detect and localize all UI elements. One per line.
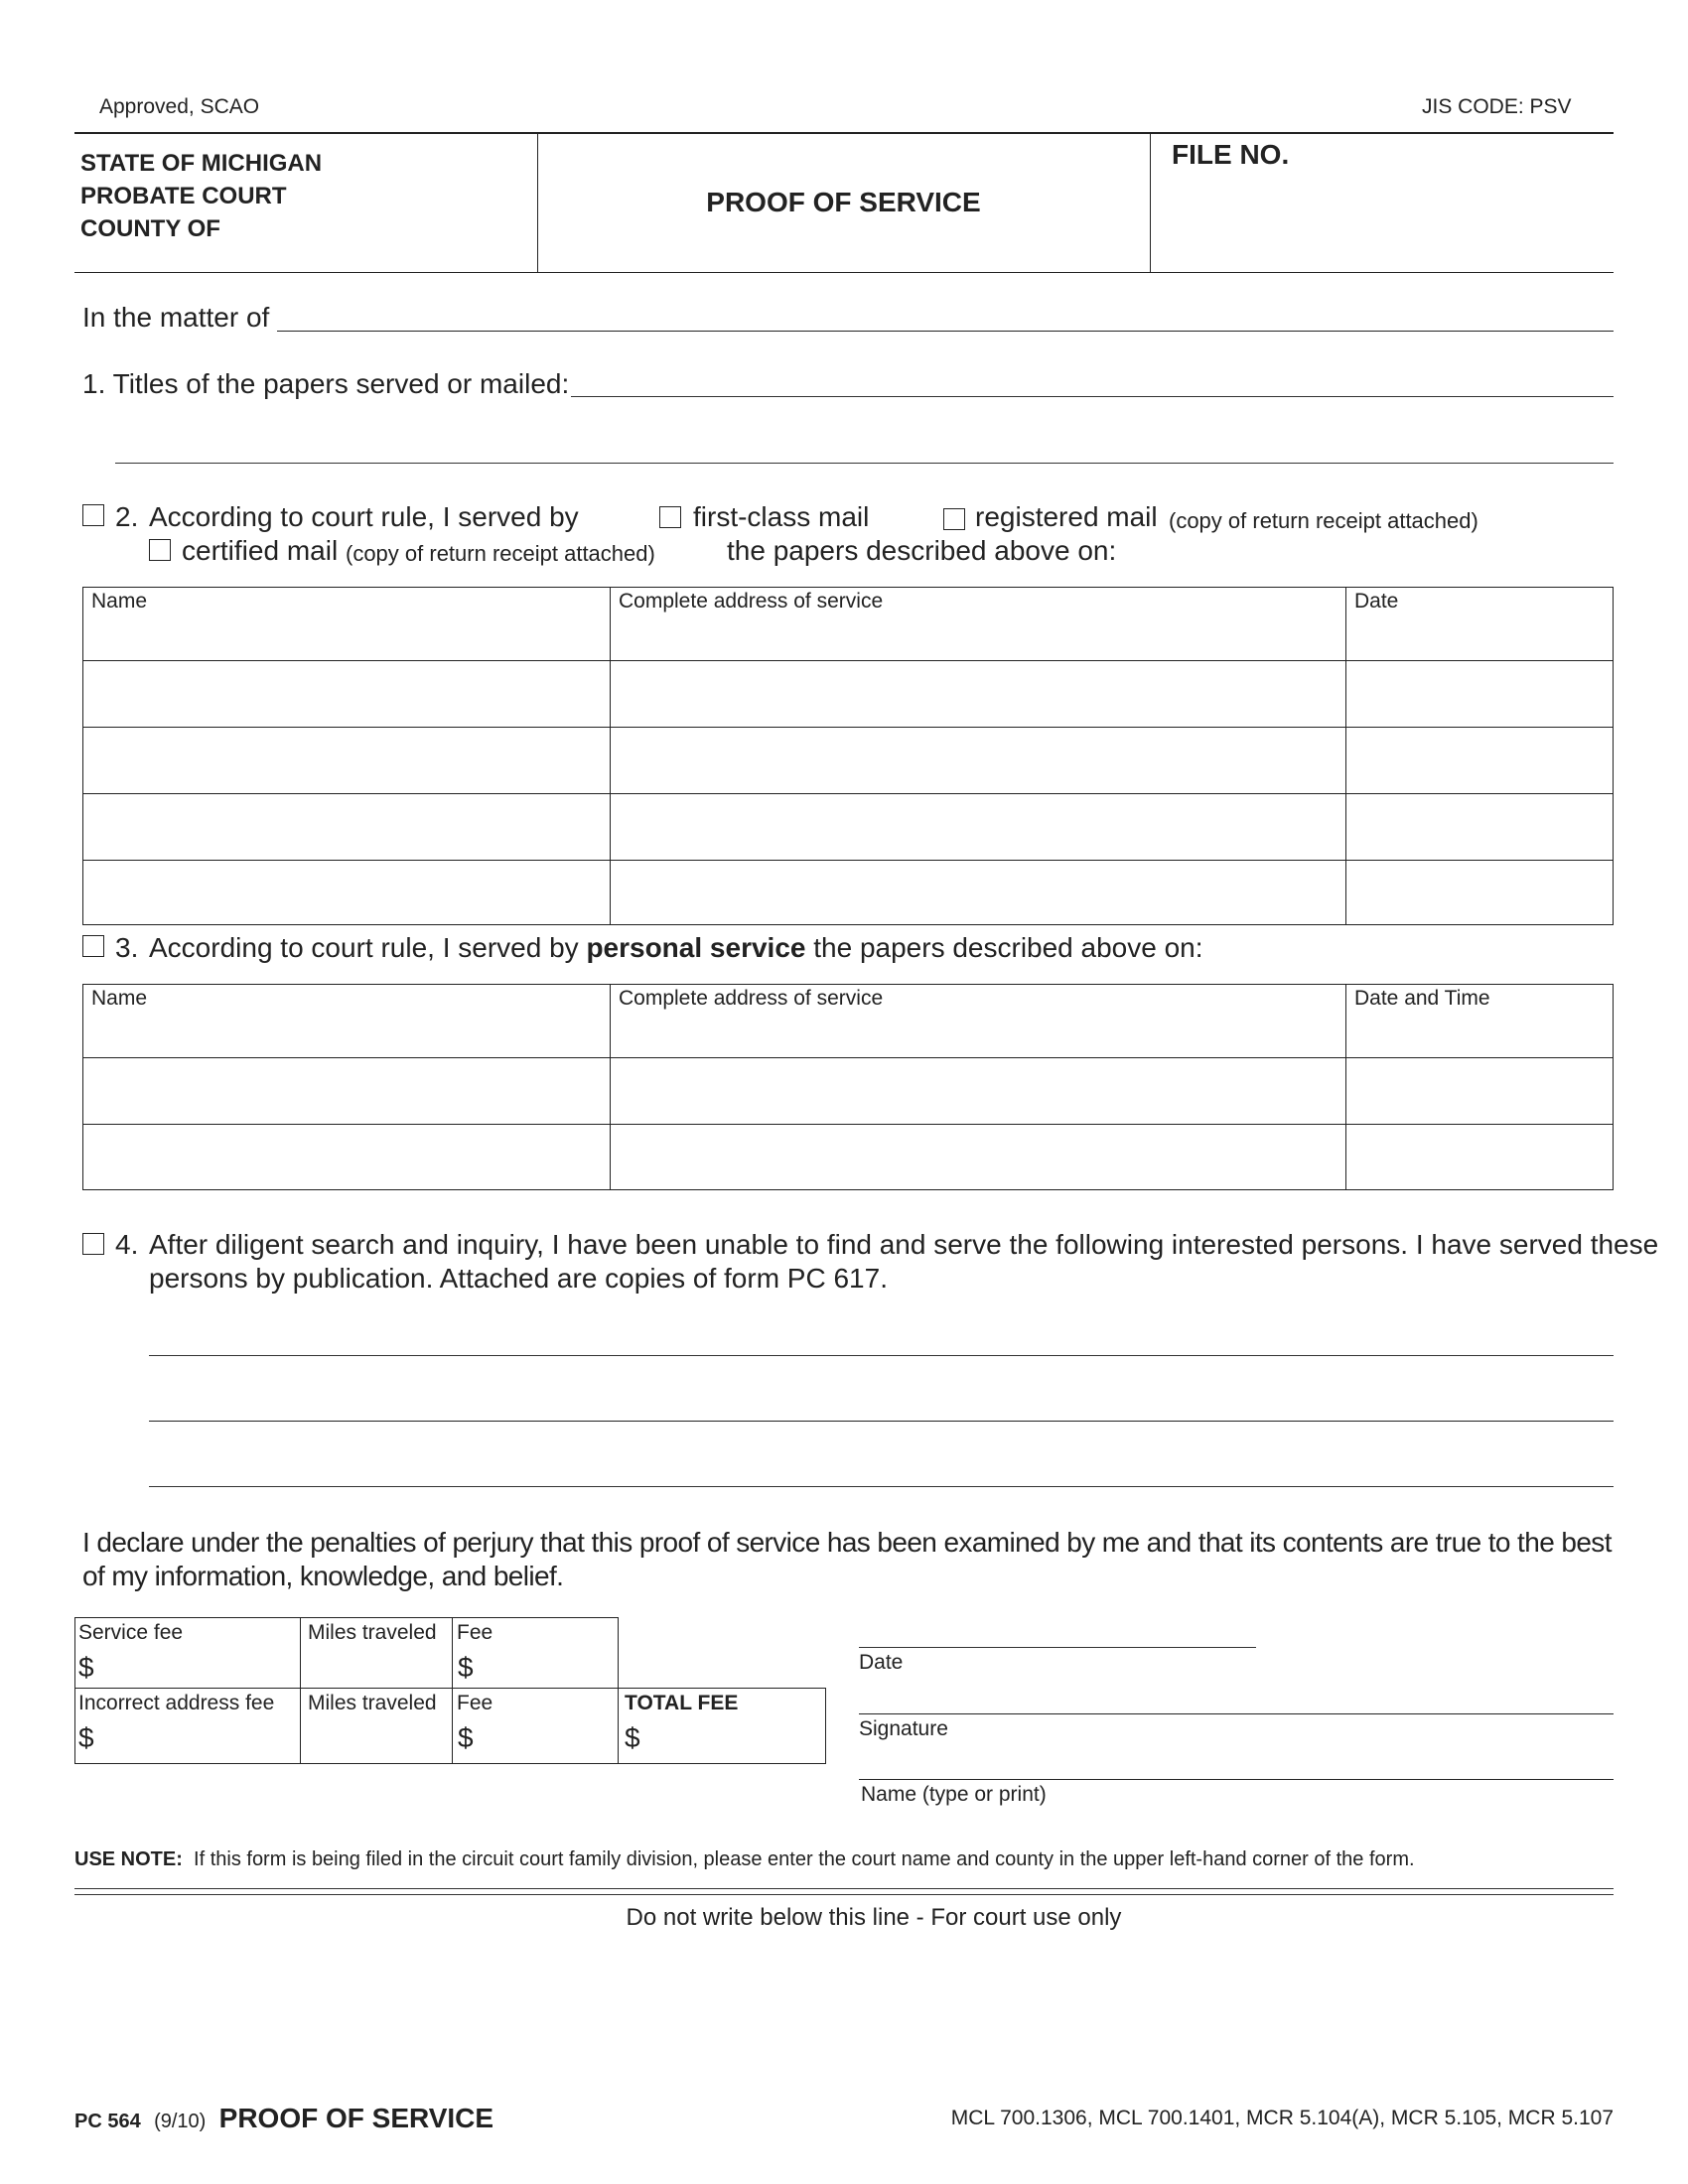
court-block: [80, 147, 322, 245]
name-label: Name (type or print): [861, 1783, 1047, 1806]
table-row: [83, 1058, 1614, 1125]
item4-text-line2: persons by publication. Attached are copies of form PC 617.: [149, 1263, 888, 1294]
certified-mail-checkbox[interactable]: [149, 539, 171, 561]
miles-traveled-label-2: Miles traveled: [308, 1692, 437, 1714]
fee-label-1: Fee: [457, 1621, 493, 1644]
item3-text-after: the papers described above on:: [805, 932, 1203, 963]
item3-col-address[interactable]: Complete address of service: [611, 985, 1346, 1058]
registered-mail-checkbox[interactable]: [943, 508, 965, 530]
item4-field-line3[interactable]: [149, 1486, 1614, 1487]
total-fee-dollar[interactable]: $: [625, 1722, 640, 1753]
item2-col-address[interactable]: Complete address of service: [611, 588, 1346, 661]
incorrect-address-fee-dollar[interactable]: $: [78, 1722, 94, 1753]
item4-text-line1: After diligent search and inquiry, I have been unable to find and serve the following interested persons. I have served these: [149, 1229, 1659, 1260]
item4-field-line2[interactable]: [149, 1421, 1614, 1422]
item4-number: 4.: [115, 1229, 139, 1260]
fee-dollar-1[interactable]: $: [458, 1652, 474, 1683]
table-row: [83, 728, 1614, 794]
signature-label: Signature: [859, 1717, 948, 1740]
service-fee-label: Service fee: [78, 1621, 184, 1644]
item2-col-name[interactable]: Name: [83, 588, 611, 661]
date-label: Date: [859, 1651, 904, 1674]
item3-checkbox[interactable]: [82, 935, 104, 957]
certified-mail-label: certified mail: [182, 535, 339, 566]
form-revision: (9/10): [154, 2111, 207, 2132]
item3-col-datetime[interactable]: Date and Time: [1346, 985, 1614, 1058]
signature-field[interactable]: [859, 1713, 1614, 1714]
item2-tail: the papers described above on:: [727, 535, 1117, 566]
court-state: STATE OF MICHIGAN: [80, 150, 323, 177]
name-field[interactable]: [859, 1779, 1614, 1780]
header-divider-right: [1150, 133, 1151, 272]
table-row: [83, 661, 1614, 728]
item4-field-line1[interactable]: [149, 1355, 1614, 1356]
footer-title: PROOF OF SERVICE: [218, 2103, 494, 2133]
header-bottom-rule: [74, 272, 1614, 273]
item4-checkbox[interactable]: [82, 1233, 104, 1255]
total-fee-label: TOTAL FEE: [625, 1692, 739, 1714]
item3-header-row: [83, 985, 1614, 1058]
court-use-rule-2: [74, 1894, 1614, 1895]
form-title: PROOF OF SERVICE: [706, 187, 981, 217]
item2-col-date[interactable]: Date: [1346, 588, 1614, 661]
item1-label: 1. Titles of the papers served or mailed:: [82, 368, 570, 399]
service-fee-dollar[interactable]: $: [78, 1652, 94, 1683]
form-number: PC 564: [74, 2111, 141, 2132]
declaration-line2: of my information, knowledge, and belief.: [82, 1561, 564, 1591]
item3-text-before: According to court rule, I served by: [149, 932, 587, 963]
use-note-label: USE NOTE:: [74, 1848, 183, 1870]
first-class-mail-label: first-class mail: [693, 501, 870, 532]
registered-mail-note: (copy of return receipt attached): [1169, 508, 1478, 533]
fee-label-2: Fee: [457, 1692, 493, 1714]
registered-mail-label: registered mail: [975, 501, 1158, 532]
court-use-only: Do not write below this line - For court use only: [626, 1904, 1122, 1931]
fee-col-divider-1: [300, 1617, 301, 1764]
miles-traveled-label-1: Miles traveled: [308, 1621, 437, 1644]
item3-text-bold: personal service: [586, 932, 806, 963]
jis-code: JIS CODE: PSV: [1422, 95, 1572, 118]
fee-dollar-2[interactable]: $: [458, 1722, 474, 1753]
fee-col-divider-2: [452, 1617, 453, 1764]
item2-number: 2.: [115, 501, 139, 532]
file-no-label[interactable]: FILE NO.: [1172, 139, 1290, 170]
table-row: [83, 794, 1614, 861]
table-row: [83, 861, 1614, 925]
fee-table-mid-rule: [74, 1688, 619, 1689]
court-name: PROBATE COURT: [80, 183, 287, 209]
date-field[interactable]: [859, 1647, 1256, 1648]
matter-field[interactable]: [277, 331, 1614, 332]
item2-table: [82, 587, 1614, 925]
declaration-line1: I declare under the penalties of perjury that this proof of service has been examined by me and that its contents are true to the best: [82, 1527, 1612, 1558]
header-top-rule: [74, 132, 1614, 134]
item3-text: [149, 932, 1203, 964]
item3-col-name[interactable]: Name: [83, 985, 611, 1058]
item3-number: 3.: [115, 932, 139, 963]
use-note-text: If this form is being filed in the circuit court family division, please enter the court name and county in the upper left-hand corner of the form.: [194, 1848, 1415, 1870]
footer-left: [74, 2103, 493, 2134]
use-note: [74, 1848, 1415, 1871]
approved-label: Approved, SCAO: [99, 95, 260, 118]
item1-field-line2[interactable]: [115, 463, 1614, 464]
court-county[interactable]: COUNTY OF: [80, 215, 220, 242]
matter-label: In the matter of: [82, 302, 270, 333]
footer-citations: MCL 700.1306, MCL 700.1401, MCR 5.104(A), MCR 5.105, MCR 5.107: [950, 2107, 1614, 2129]
table-row: [83, 1125, 1614, 1190]
incorrect-address-fee-label: Incorrect address fee: [78, 1692, 275, 1714]
first-class-mail-checkbox[interactable]: [659, 506, 681, 528]
certified-mail-note: (copy of return receipt attached): [346, 541, 655, 566]
item1-field[interactable]: [571, 396, 1614, 397]
item3-table: [82, 984, 1614, 1190]
item2-text: According to court rule, I served by: [149, 501, 579, 532]
item2-checkbox[interactable]: [82, 504, 104, 526]
court-use-rule-1: [74, 1888, 1614, 1889]
item2-header-row: [83, 588, 1614, 661]
